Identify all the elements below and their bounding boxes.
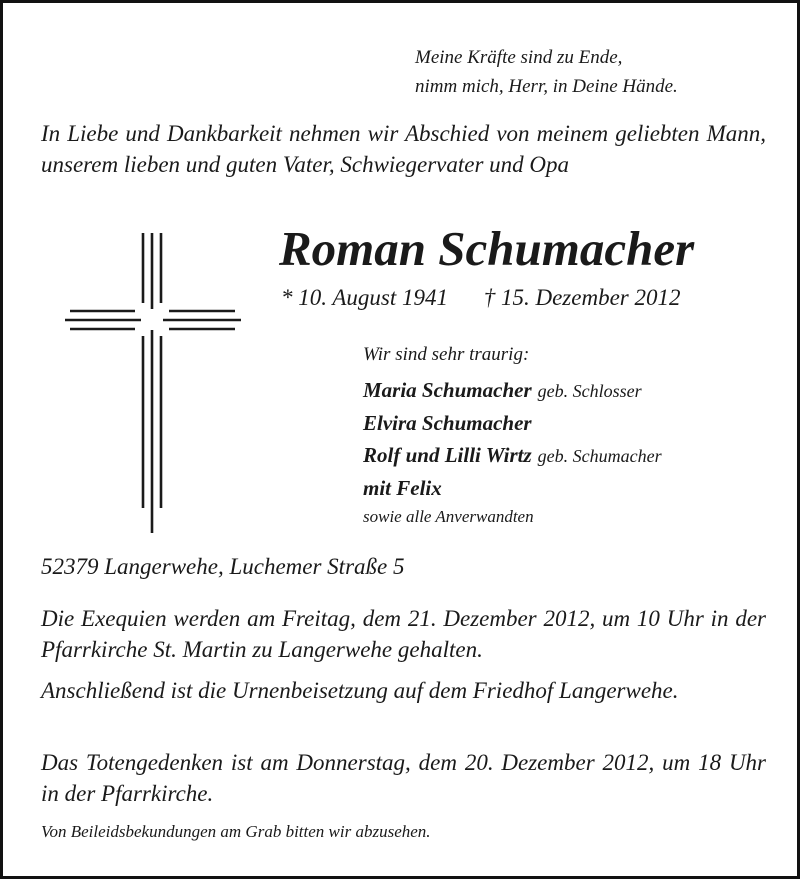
- mourners-closing: sowie alle Anverwandten: [363, 507, 534, 526]
- condolence-note: Von Beileidsbekundungen am Grab bitten wir abzusehen.: [41, 822, 431, 841]
- burial-paragraph: Anschließend ist die Urnenbeisetzung auf dem Friedhof Langerwehe.: [41, 678, 679, 703]
- cross-icon: [65, 233, 241, 533]
- mourner-name: Maria Schumacher: [363, 378, 532, 402]
- address: 52379 Langerwehe, Luchemer Straße 5: [41, 554, 405, 579]
- birth-date: * 10. August 1941: [281, 285, 448, 310]
- mourner-entry: [363, 472, 783, 504]
- mourner-name: Elvira Schumacher: [363, 411, 532, 435]
- mourners-lead: Wir sind sehr traurig:: [363, 344, 530, 365]
- funeral-mass-paragraph: Die Exequien werden am Freitag, dem 21. Dezember 2012, um 10 Uhr in der Pfarrkirche St. Martin zu Langerwehe gehalten.: [41, 606, 766, 662]
- deceased-name: Roman Schumacher: [279, 221, 695, 276]
- memorial-paragraph: Das Totengedenken ist am Donnerstag, dem 20. Dezember 2012, um 18 Uhr in der Pfarrkirche.: [41, 750, 766, 806]
- mourner-entry: [363, 439, 783, 472]
- intro-text: In Liebe und Dankbarkeit nehmen wir Abschied von meinem geliebten Mann, unserem lieben und guten Vater, Schwiegervater und Opa: [41, 121, 766, 177]
- life-dates: [281, 283, 680, 313]
- mourner-entry: [363, 407, 783, 439]
- motto-verse: [415, 43, 678, 101]
- mourner-entry: [363, 374, 783, 407]
- motto-line-2: nimm mich, Herr, in Deine Hände.: [415, 76, 678, 97]
- mourner-name: Rolf und Lilli Wirtz: [363, 443, 532, 467]
- mourner-note: geb. Schumacher: [537, 446, 662, 466]
- death-date: † 15. Dezember 2012: [483, 285, 681, 310]
- motto-line-1: Meine Kräfte sind zu Ende,: [415, 47, 623, 68]
- mourner-note: geb. Schlosser: [537, 381, 642, 401]
- mourners-block: [363, 341, 783, 530]
- mourner-name: mit Felix: [363, 476, 442, 500]
